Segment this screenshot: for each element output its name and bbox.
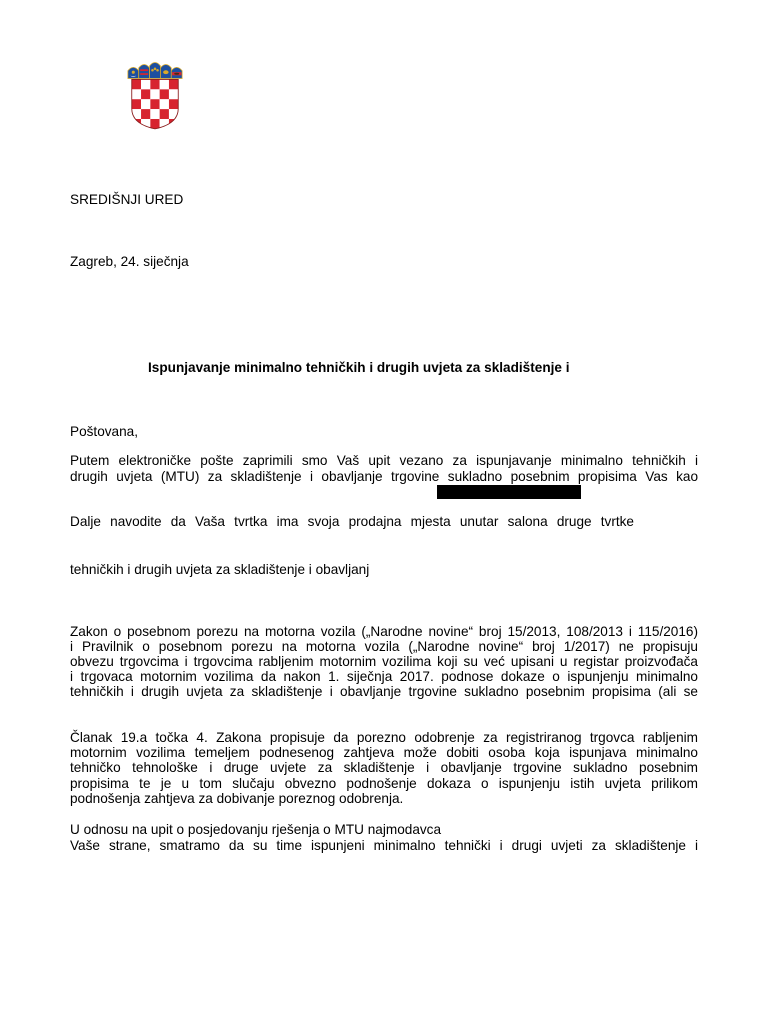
checker-cell [141, 99, 150, 109]
checker-cell [141, 89, 150, 99]
paragraph-line: tehničkih i drugih uvjeta za skladištenje i obavljanj [70, 562, 370, 577]
checker-cell [150, 99, 159, 109]
checker-cell [160, 89, 169, 99]
checker-cell [160, 99, 169, 109]
law-paragraph [70, 624, 698, 699]
paragraph-line: propisima te je u tom slučaju obvezno podnošenje dokaza o ispunjenju istih uvjeta prilikom [70, 775, 698, 791]
place-date: Zagreb, 24. siječnja [70, 254, 189, 269]
crown-stripe [140, 69, 148, 71]
emblem-crown [128, 63, 182, 79]
checker-cell [132, 79, 141, 89]
crown-stripe [140, 73, 148, 75]
paragraph-line: Putem elektroničke pošte zaprimili smo Vaš upit vezano za ispunjavanje minimalno tehničkih i [70, 453, 698, 468]
crown-goat [163, 70, 168, 74]
checker-cell [150, 89, 159, 99]
paragraph-line: Dalje navodite da Vaša tvrtka ima svoja prodajna mjesta unutar salona druge tvrtke [70, 514, 634, 529]
sales-locations-paragraph [70, 514, 634, 529]
checker-cell [169, 109, 178, 119]
article-paragraph [70, 730, 698, 806]
checker-cell [169, 99, 178, 109]
checker-cell [150, 109, 159, 119]
conditions-fragment-paragraph [70, 562, 698, 577]
checker-cell [150, 119, 159, 129]
redaction-box [437, 485, 581, 499]
paragraph-line: i trgovaca motornim vozilima da nakon 1. siječnja 2017. podnose dokaze o ispunjenju minimalno [70, 669, 698, 684]
crown-marten [174, 73, 179, 75]
paragraph-line: drugih uvjeta (MTU) za skladištenje i obavljanje trgovine sukladno posebnim propisima Vas kao [70, 469, 698, 484]
checker-cell [169, 89, 178, 99]
checker-cell [150, 79, 159, 89]
checker-cell [141, 79, 150, 89]
croatian-coat-of-arms-icon [124, 58, 186, 130]
subject-title: Ispunjavanje minimalno tehničkih i drugih uvjeta za skladištenje i [148, 360, 570, 375]
paragraph-line: Članak 19.a točka 4. Zakona propisuje da porezno odobrenje za registriranog trgovca rabljenim [70, 730, 698, 745]
checker-cell [132, 99, 141, 109]
checker-cell [169, 79, 178, 89]
paragraph-line: i Pravilnik o posebnom porezu na motorna vozila („Narodne novine“ broj 1/2017) ne propisuju [70, 639, 698, 654]
paragraph-line: motornim vozilima temeljem podnesenog zahtjeva može dobiti osoba koja ispunjava minimalno [70, 745, 698, 761]
checker-cell [141, 109, 150, 119]
paragraph-line: podnošenja zahtjeva za dobivanje poreznog odobrenja. [70, 790, 404, 806]
paragraph-line: tehničkih i drugih uvjeta za skladištenje i obavljanje trgovine sukladno posebnim propisima (ali se [70, 684, 698, 699]
intro-paragraph [70, 453, 698, 485]
paragraph-line: Vaše strane, smatramo da su time ispunjeni minimalno tehnički i drugi uvjeti za skladištenje i [70, 838, 698, 853]
paragraph-line: U odnosu na upit o posjedovanju rješenja o MTU najmodavca [70, 822, 442, 837]
crown-leopard-head [156, 69, 159, 72]
salutation: Poštovana, [70, 424, 139, 439]
emblem-checkerboard [132, 79, 179, 128]
crown-leopard-head [154, 68, 157, 71]
crown-shield [150, 63, 161, 79]
paragraph-line: obvezu trgovcima i trgovcima rabljenim motornim vozilima koji su već upisani u registar proizvođača [70, 654, 698, 669]
checker-cell [132, 109, 141, 119]
paragraph-line: tehničko tehnološke i druge uvjete za skladištenje i obavljanje trgovine sukladno posebnim [70, 760, 698, 776]
checker-cell [160, 109, 169, 119]
office-name: SREDIŠNJI URED [70, 192, 184, 207]
crown-leopard-head [151, 69, 154, 72]
crown-star [132, 71, 135, 74]
checker-cell [132, 89, 141, 99]
paragraph-line: Zakon o posebnom porezu na motorna vozila („Narodne novine“ broj 15/2013, 108/2013 i 115/2016) [70, 624, 698, 639]
conclusion-paragraph [70, 822, 698, 854]
checker-cell [160, 79, 169, 89]
crown-shield [139, 64, 150, 78]
